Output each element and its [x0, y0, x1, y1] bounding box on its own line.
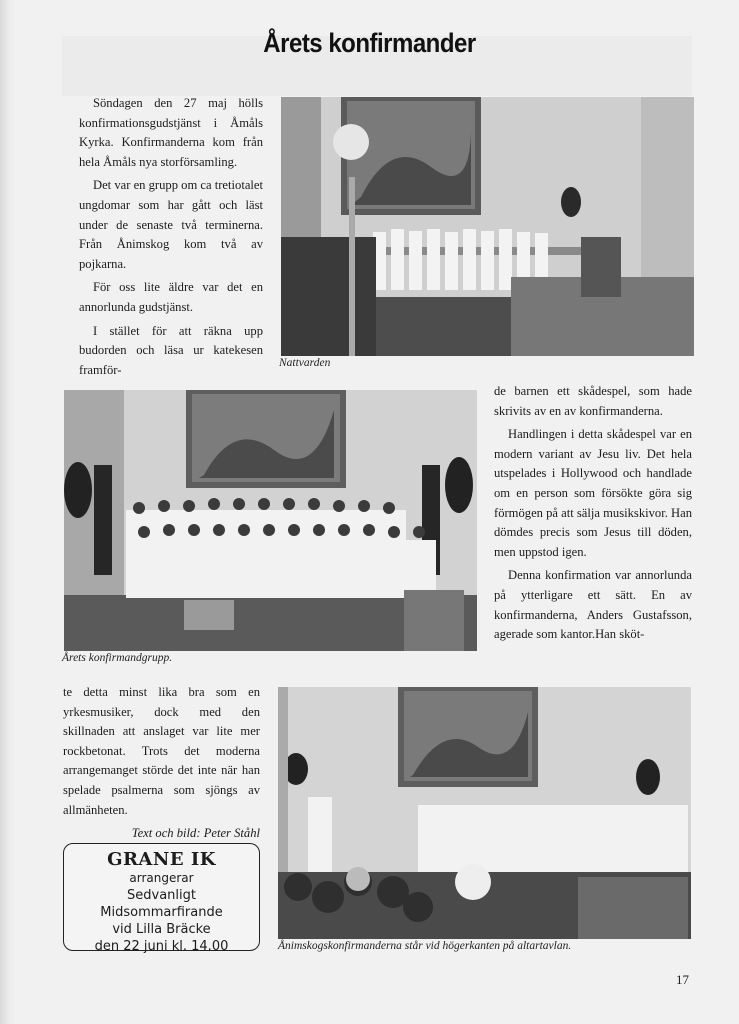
event-advertisement: [63, 843, 260, 954]
ad-title: GRANE IK: [107, 849, 216, 870]
altar-photo: [278, 687, 691, 939]
article-column-2: [494, 382, 692, 649]
ad-line: den 22 juni kl. 14.00: [94, 939, 229, 954]
photo-caption: Ånimskogskonfirmanderna står vid högerkanten på altartavlan.: [278, 940, 572, 952]
paragraph: För oss lite äldre var det en annorlunda gudstjänst.: [79, 280, 263, 314]
page-binding-edge: [0, 0, 16, 1024]
paragraph: de barnen ett skådespel, som hade skrivits av en av konfirmanderna.: [494, 384, 692, 418]
ad-line: Sedvanligt Midsommarfirande: [100, 888, 223, 920]
photo-caption: Årets konfirmandgrupp.: [62, 652, 173, 664]
ad-line: arrangerar: [129, 871, 194, 885]
photo-caption: Nattvarden: [279, 357, 331, 369]
ad-line: vid Lilla Bräcke: [112, 922, 211, 937]
paragraph: Denna konfirmation var annorlunda på ytterligare ett sätt. En av konfirmanderna, Anders Gustafsson, agerade som kantor.Han sköt-: [494, 568, 692, 642]
page-number: 17: [676, 972, 689, 987]
paragraph: Det var en grupp om ca tretiotalet ungdomar som har gått och läst under de senaste två terminerna. Från Ånimskog kom två av pojkarna.: [79, 178, 263, 271]
church-interior-photo: [281, 97, 694, 356]
article-column-1: [79, 94, 263, 384]
article-column-3: [63, 683, 260, 844]
paragraph: Söndagen den 27 maj hölls konfirmationsgudstjänst i Åmåls Kyrka. Konfirmanderna kom från hela Åmåls nya storförsamling.: [79, 96, 263, 169]
paragraph: Handlingen i detta skådespel var en modern variant av Jesu liv. Det hela utspelades i Hollywood och handlade om en person som försökte göra sig förmögen på att sälja musikskivor. Han dömdes precis som Jesus till döden, men uppstod igen.: [494, 427, 692, 559]
paragraph: I stället för att räkna upp budorden och läsa ur katekesen framför-: [79, 323, 263, 377]
group-photo: [64, 390, 477, 651]
paragraph: te detta minst lika bra som en yrkesmusiker, dock med den skillnaden att anslaget var lite mer rockbetonat. Trots det moderna arrangemanget störde det inte när han spelade psalmerna som sjöngs av allmänheten.: [63, 685, 260, 817]
byline: Text och bild: Peter Ståhl: [131, 826, 260, 841]
page-title: Årets konfirmander: [263, 28, 476, 59]
